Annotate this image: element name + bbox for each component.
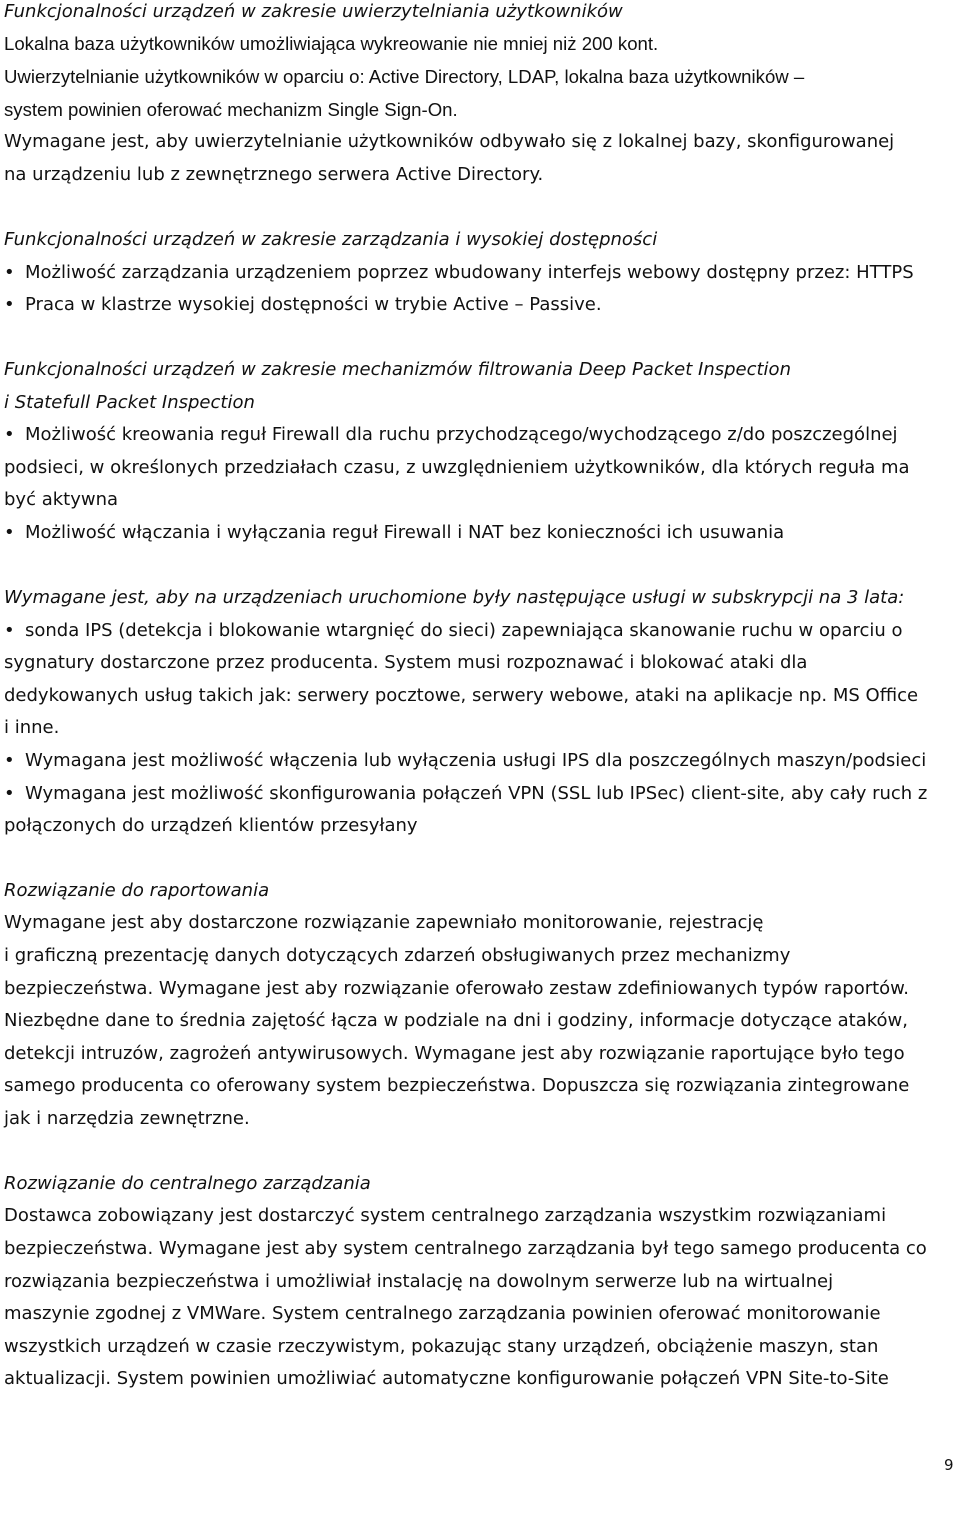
text-line: Lokalna baza użytkowników umożliwiająca wykreowanie nie mniej niż 200 kont. bbox=[4, 33, 659, 54]
bullet-item bbox=[4, 749, 926, 773]
text-line: dedykowanych usług takich jak: serwery pocztowe, serwery webowe, ataki na aplikacje np. MS Office bbox=[4, 685, 919, 706]
text-line: być aktywna bbox=[4, 489, 119, 510]
text-line: Niezbędne dane to średnia zajętość łącza w podziale na dni i godziny, informacje dotyczące ataków, bbox=[4, 1010, 908, 1031]
text-line: sygnatury dostarczone przez producenta. System musi rozpoznawać i blokować ataki dla bbox=[4, 652, 808, 673]
text-line: Dostawca zobowiązany jest dostarczyć system centralnego zarządzania wszystkim rozwiązaniami bbox=[4, 1205, 887, 1226]
text-line: system powinien oferować mechanizm Single Sign-On. bbox=[4, 99, 458, 120]
text-line: i graficzną prezentację danych dotyczących zdarzeń obsługiwanych przez mechanizmy bbox=[4, 945, 791, 966]
bullet-marker: • bbox=[4, 620, 15, 641]
bullet-item bbox=[4, 423, 898, 447]
bullet-marker: • bbox=[4, 522, 15, 543]
heading-dpi-spi-cont: i Statefull Packet Inspection bbox=[4, 392, 255, 413]
bullet-marker: • bbox=[4, 424, 15, 445]
heading-reporting: Rozwiązanie do raportowania bbox=[4, 880, 270, 901]
bullet-text: Praca w klastrze wysokiej dostępności w trybie Active – Passive. bbox=[25, 294, 602, 315]
bullet-text: Wymagana jest możliwość skonfigurowania połączeń VPN (SSL lub IPSec) client-site, aby cały ruch z bbox=[25, 783, 928, 804]
text-line: Wymagane jest aby dostarczone rozwiązanie zapewniało monitorowanie, rejestrację bbox=[4, 912, 764, 933]
bullet-marker: • bbox=[4, 294, 15, 315]
text-line: bezpieczeństwa. Wymagane jest aby system centralnego zarządzania był tego samego producenta co bbox=[4, 1238, 927, 1259]
bullet-item bbox=[4, 782, 927, 806]
heading-subscription-services: Wymagane jest, aby na urządzeniach uruchomione były następujące usługi w subskrypcji na 3 lata: bbox=[4, 587, 905, 608]
text-line: podsieci, w określonych przedziałach czasu, z uwzględnieniem użytkowników, dla których reguła ma bbox=[4, 457, 910, 478]
bullet-item bbox=[4, 261, 914, 285]
bullet-text: Możliwość kreowania reguł Firewall dla ruchu przychodzącego/wychodzącego z/do poszczególnej bbox=[25, 424, 898, 445]
text-line: detekcji intruzów, zagrożeń antywirusowych. Wymagane jest aby rozwiązanie raportujące było tego bbox=[4, 1043, 905, 1064]
heading-authentication: Funkcjonalności urządzeń w zakresie uwierzytelniania użytkowników bbox=[4, 1, 623, 22]
bullet-text: Wymagana jest możliwość włączenia lub wyłączenia usługi IPS dla poszczególnych maszyn/podsieci bbox=[25, 750, 927, 771]
bullet-item bbox=[4, 293, 602, 317]
bullet-marker: • bbox=[4, 262, 15, 283]
bullet-marker: • bbox=[4, 750, 15, 771]
heading-management-ha: Funkcjonalności urządzeń w zakresie zarządzania i wysokiej dostępności bbox=[4, 229, 658, 250]
text-line: Uwierzytelnianie użytkowników w oparciu o: Active Directory, LDAP, lokalna baza użytkowników – bbox=[4, 66, 805, 87]
text-line: Wymagane jest, aby uwierzytelnianie użytkowników odbywało się z lokalnej bazy, skonfigurowanej bbox=[4, 131, 895, 152]
bullet-text: Możliwość włączania i wyłączania reguł Firewall i NAT bez konieczności ich usuwania bbox=[25, 522, 785, 543]
bullet-marker: • bbox=[4, 783, 15, 804]
heading-central-management: Rozwiązanie do centralnego zarządzania bbox=[4, 1173, 371, 1194]
text-line: samego producenta co oferowany system bezpieczeństwa. Dopuszcza się rozwiązania zintegrowane bbox=[4, 1075, 910, 1096]
text-line: jak i narzędzia zewnętrzne. bbox=[4, 1108, 250, 1129]
text-line: maszynie zgodnej z VMWare. System centralnego zarządzania powinien oferować monitorowanie bbox=[4, 1303, 881, 1324]
page-number: 9 bbox=[944, 1456, 954, 1474]
text-line: na urządzeniu lub z zewnętrznego serwera Active Directory. bbox=[4, 164, 544, 185]
text-line: połączonych do urządzeń klientów przesyłany bbox=[4, 815, 418, 836]
bullet-text: Możliwość zarządzania urządzeniem poprzez wbudowany interfejs webowy dostępny przez: HTTPS bbox=[25, 262, 914, 283]
text-line: aktualizacji. System powinien umożliwiać automatyczne konfigurowanie połączeń VPN Site-to-Site bbox=[4, 1368, 889, 1389]
text-line: bezpieczeństwa. Wymagane jest aby rozwiązanie oferowało zestaw zdefiniowanych typów raportów. bbox=[4, 978, 909, 999]
heading-dpi-spi: Funkcjonalności urządzeń w zakresie mechanizmów filtrowania Deep Packet Inspection bbox=[4, 359, 791, 380]
text-line: rozwiązania bezpieczeństwa i umożliwiał instalację na dowolnym serwerze lub na wirtualnej bbox=[4, 1271, 834, 1292]
bullet-item bbox=[4, 521, 784, 545]
bullet-item bbox=[4, 619, 903, 643]
text-line: wszystkich urządzeń w czasie rzeczywistym, pokazując stany urządzeń, obciążenie maszyn, stan bbox=[4, 1336, 879, 1357]
text-line: i inne. bbox=[4, 717, 60, 738]
bullet-text: sonda IPS (detekcja i blokowanie wtargnięć do sieci) zapewniająca skanowanie ruchu w oparciu o bbox=[25, 620, 903, 641]
